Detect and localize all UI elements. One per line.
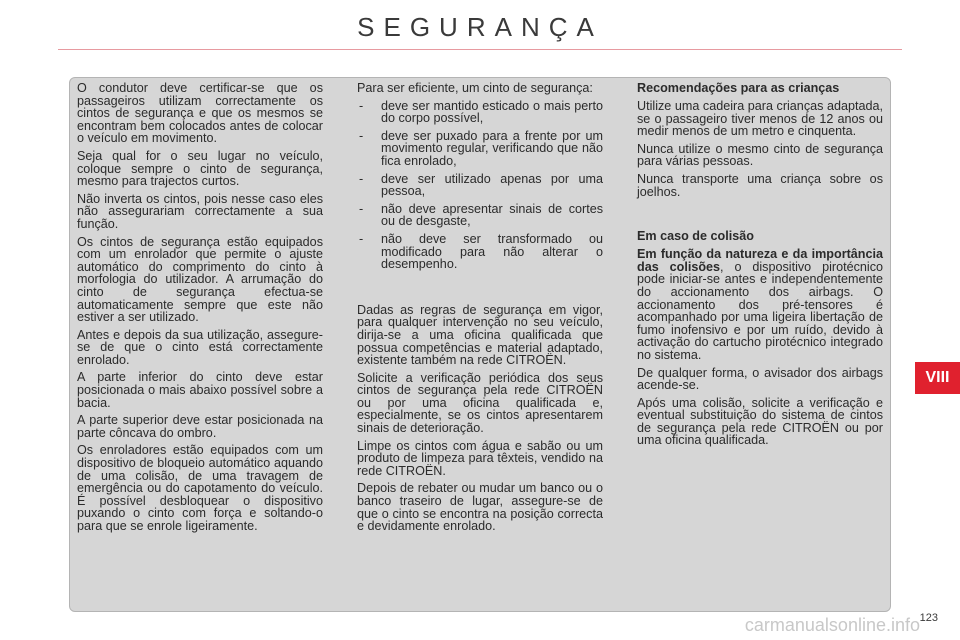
list-item: - deve ser mantido esticado o mais perto do corpo possível, — [357, 100, 603, 125]
paragraph: O condutor deve certificar-se que os passageiros utilizam correctamente os cintos de segurança e que os mesmos se encontram bem colocados antes de colocar o veículo em movimento. — [77, 81, 323, 146]
page-title: SEGURANÇA — [357, 12, 603, 42]
paragraph: Antes e depois da sua utilização, assegure-se de que o cinto está correctamente enrolado. — [77, 327, 323, 367]
requirements-list — [357, 100, 603, 271]
paragraph: Limpe os cintos com água e sabão ou um produto de limpeza para têxteis, vendido na rede CITROËN. — [357, 438, 603, 478]
spacer — [357, 276, 603, 304]
list-item: - não deve ser transformado ou modificado para não alterar o desempenho. — [357, 233, 603, 271]
paragraph: Nunca utilize o mesmo cinto de segurança para várias pessoas. — [637, 141, 883, 169]
page-number: 123 — [919, 612, 938, 624]
children-heading: Recomendações para as crianças — [637, 81, 840, 95]
paragraph: Dadas as regras de segurança em vigor, para qualquer intervenção no seu veículo, dirija-se a uma oficina qualificada que possua competências e material adaptado, existente também na rede CITROËN. — [357, 302, 603, 368]
title-divider — [58, 49, 902, 50]
watermark: carmanualsonline.info — [744, 615, 920, 635]
paragraph: Após uma colisão, solicite a verificação e eventual substituição do sistema de cintos de segurança pela rede CITROËN ou por uma oficina qualificada. — [637, 395, 883, 448]
paragraph: Depois de rebater ou mudar um banco ou o banco traseiro de lugar, assegure-se de que o cinto se encontra na posição correcta e devidamente enrolado. — [357, 481, 603, 534]
collision-heading: Em caso de colisão — [637, 229, 754, 244]
column-seatbelt-usage — [77, 82, 323, 538]
paragraph: Os enroladores estão equipados com um dispositivo de bloqueio automático aquando de uma colisão, de uma travagem de emergência ou do capotamento do veículo. É possível desbloquear o dispositivo puxando o cinto com força e soltando-o para que se enrole ligeiramente. — [77, 443, 323, 533]
list-item: - deve ser utilizado apenas por uma pessoa, — [357, 173, 603, 198]
paragraph: Nunca transporte uma criança sobre os joelhos. — [637, 171, 883, 199]
paragraph: Solicite a verificação periódica dos seus cintos de segurança pela rede CITROËN ou por uma oficina qualificada e, especialmente, se os cintos apresentarem sinais de deterioração. — [357, 370, 603, 436]
intro-paragraph: Para ser eficiente, um cinto de segurança: — [357, 81, 593, 95]
paragraph: Utilize uma cadeira para crianças adaptada, se o passageiro tiver menos de 12 anos ou medir menos de um metro e cinquenta. — [637, 99, 883, 139]
paragraph: Os cintos de segurança estão equipados com um enrolador que permite o ajuste automático do comprimento do cinto à morfologia do utilizador. A arrumação do cinto de segurança efectua-se automaticamente sempre que este não estiver a ser utilizado. — [77, 234, 323, 325]
column-children-and-collision — [637, 82, 883, 452]
paragraph: A parte inferior do cinto deve estar posicionada o mais abaixo possível sobre a bacia. — [77, 370, 323, 410]
collision-lead-text: , o dispositivo pirotécnico pode iniciar-se antes e independentemente do accionamento dos airbags. O accionamento dos pré-tensores é acompanhado por uma ligeira libertação de fumo inofensivo e por um ruído, devido à activação do cartucho pirotécnico integrado no sistema. — [637, 259, 883, 362]
column-seatbelt-efficiency — [357, 82, 603, 538]
paragraph: De qualquer forma, o avisador dos airbags acende-se. — [637, 365, 883, 393]
spacer — [637, 203, 883, 230]
paragraph: Não inverta os cintos, pois nesse caso eles não assegurariam correctamente a sua função. — [77, 191, 323, 231]
collision-lead-bold: Em função da natureza e da importância das colisões — [637, 247, 883, 274]
list-item: - deve ser puxado para a frente por um movimento regular, verificando que não fica enrolado, — [357, 130, 603, 168]
paragraph: A parte superior deve estar posicionada na parte côncava do ombro. — [77, 413, 323, 440]
chapter-tab: VIII — [915, 362, 960, 394]
collision-lead-paragraph — [637, 248, 883, 361]
list-item: - não deve apresentar sinais de cortes ou de desgaste, — [357, 203, 603, 228]
paragraph: Seja qual for o seu lugar no veículo, coloque sempre o cinto de segurança, mesmo para trajectos curtos. — [77, 148, 323, 189]
